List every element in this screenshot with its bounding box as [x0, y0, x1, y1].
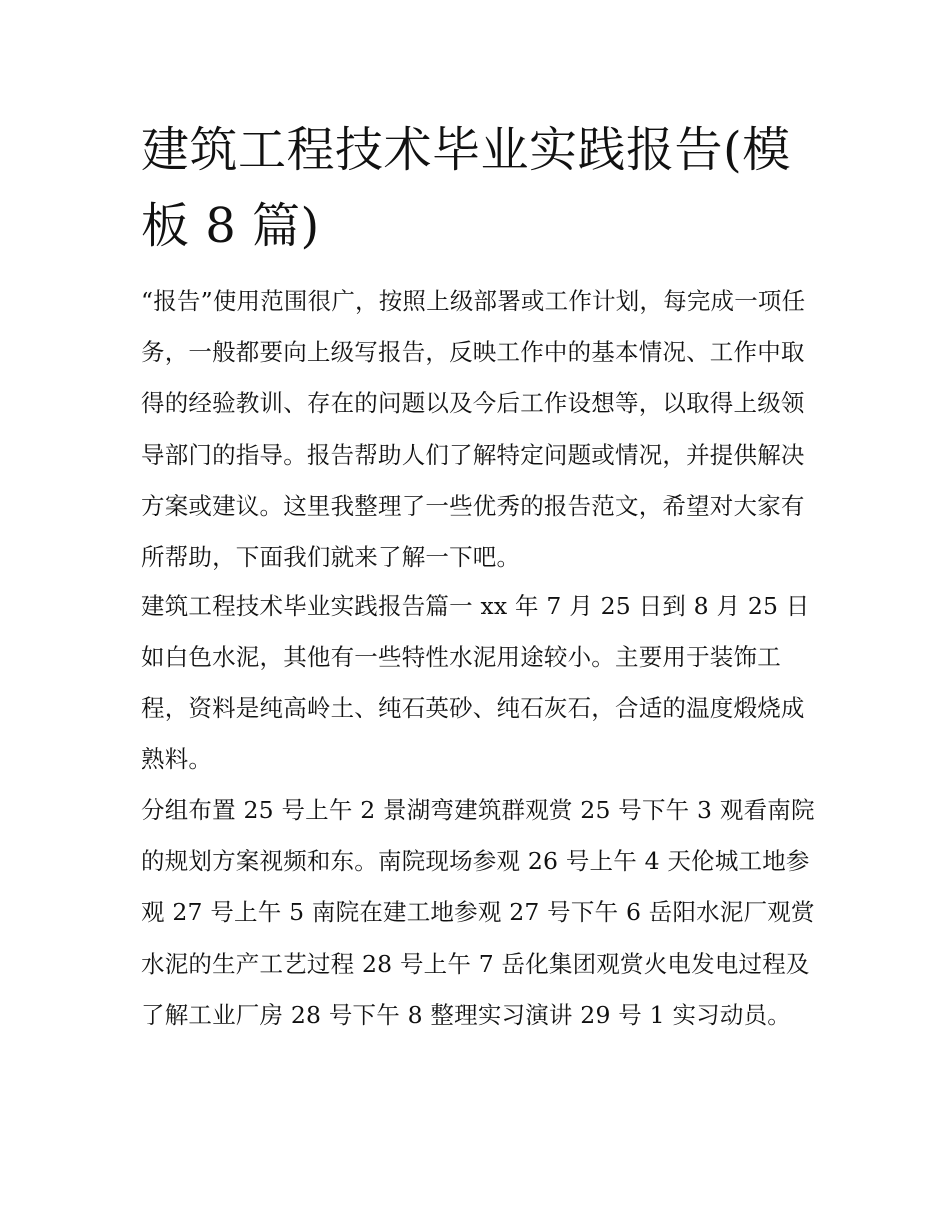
cement-paragraph: 如白色水泥，其他有一些特性水泥用途较小。主要用于装饰工程，资料是纯高岭土、纯石英砂、纯石灰石，合适的温度煅烧成熟料。	[141, 643, 805, 774]
section-heading-paragraph: 建筑工程技术毕业实践报告篇一 xx 年 7 月 25 日到 8 月 25 日	[141, 592, 810, 620]
intro-paragraph: “报告”使用范围很广，按照上级部署或工作计划，每完成一项任务，一般都要向上级写报告，反映工作中的基本情况、工作中取得的经验教训、存在的问题以及今后工作设想等，以取得上级领导部门的指导。报告帮助人们了解特定问题或情况，并提供解决方案或建议。这里我整理了一些优秀的报告范文，希望对大家有所帮助，下面我们就来了解一下吧。	[141, 287, 806, 572]
document-title: 建筑工程技术毕业实践报告(模板 8 篇)	[141, 122, 791, 254]
schedule-paragraph: 分组布置 25 号上午 2 景湖弯建筑群观赏 25 号下午 3 观看南院的规划方案视频和东。南院现场参观 26 号上午 4 天伦城工地参观 27 号上午 5 南院在建工地参观 27 号下午 6 岳阳水泥厂观赏水泥的生产工艺过程 28 号上午 7 岳化集团观赏火电发电过程及了解工业厂房 28 号下午 8 整理实习演讲 29 号 1 实习动员。	[141, 796, 815, 1029]
